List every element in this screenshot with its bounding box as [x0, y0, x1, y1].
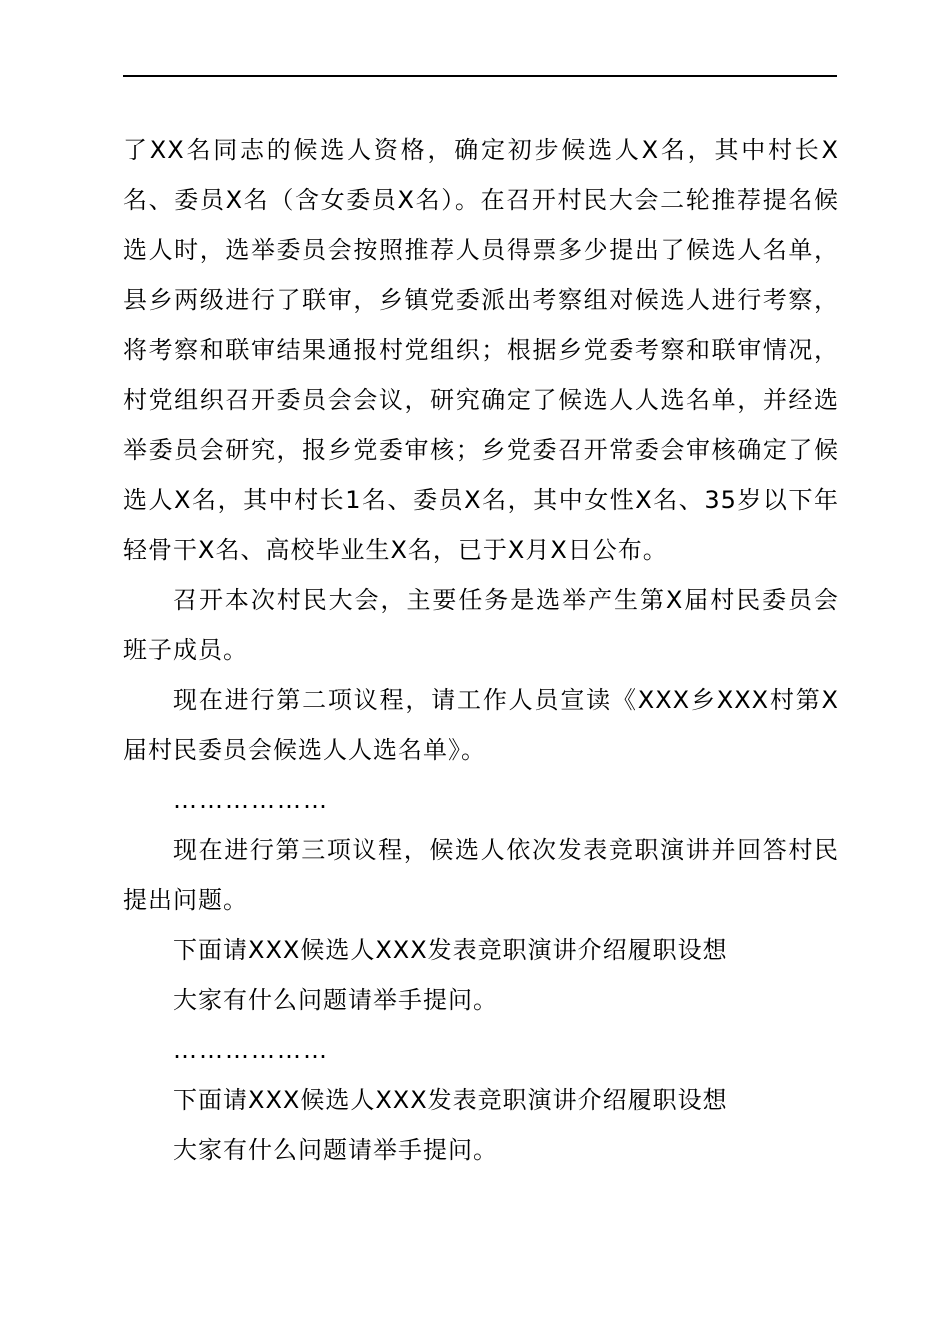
paragraph-agenda-item-two: 现在进行第二项议程，请工作人员宣读《XXX乡XXX村第X届村民委员会候选人人选名单》。	[123, 686, 839, 764]
paragraph-candidate-qualification: 了XX名同志的候选人资格，确定初步候选人X名，其中村长X名、委员X名（含女委员X名）。在召开村民大会二轮推荐提名候选人时，选举委员会按照推荐人员得票多少提出了候选人名单，县乡两级进行了联审，乡镇党委派出考察组对候选人进行考察，将考察和联审结果通报村党组织；根据乡党委考察和联审情况，村党组织召开委员会会议，研究确定了候选人人选名单，并经选举委员会研究，报乡党委审核；乡党委召开常委会审核确定了候选人X名，其中村长1名、委员X名，其中女性X名、35岁以下年轻骨干X名、高校毕业生X名，已于X月X日公布。	[123, 136, 839, 564]
paragraph-candidate-speech: 下面请XXX候选人XXX发表竞职演讲介绍履职设想	[173, 936, 728, 964]
paragraph-ellipsis: ………………	[173, 786, 329, 814]
header-divider	[123, 75, 837, 77]
document-body	[123, 125, 839, 1175]
paragraph-question-prompt: 大家有什么问题请举手提问。	[173, 986, 498, 1014]
paragraph-candidate-speech: 下面请XXX候选人XXX发表竞职演讲介绍履职设想	[173, 1086, 728, 1114]
paragraph-question-prompt: 大家有什么问题请举手提问。	[173, 1136, 498, 1164]
paragraph-ellipsis: ………………	[173, 1036, 329, 1064]
paragraph-agenda-item-three: 现在进行第三项议程，候选人依次发表竞职演讲并回答村民提出问题。	[123, 836, 839, 914]
paragraph-meeting-task: 召开本次村民大会，主要任务是选举产生第X届村民委员会班子成员。	[123, 586, 839, 664]
